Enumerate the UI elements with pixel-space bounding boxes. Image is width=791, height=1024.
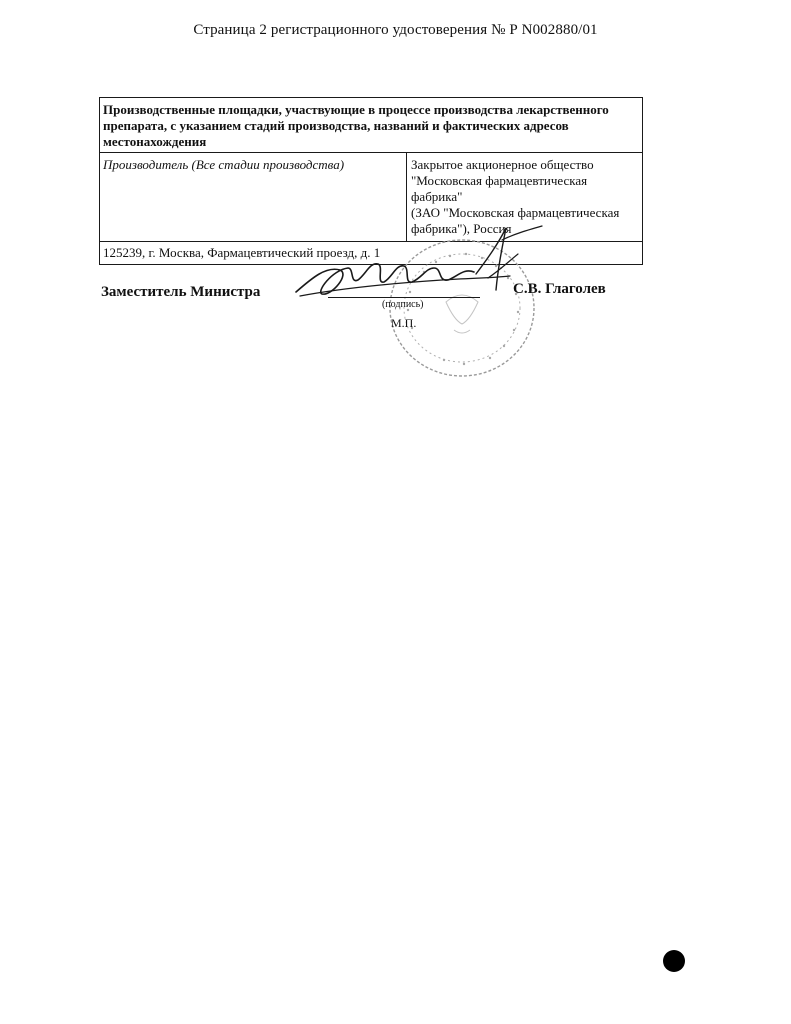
signer-name: С.В. Глаголев	[513, 281, 606, 297]
company-line: (ЗАО "Московская фармацевтическая	[411, 205, 620, 220]
seal-label: М.П.	[391, 316, 417, 330]
signature-caption: (подпись)	[382, 299, 424, 310]
manufacturer-role: Производитель (Все стадии производства)	[100, 153, 407, 241]
corner-dot	[663, 950, 685, 972]
table-title-row	[100, 98, 642, 152]
table-title: Производственные площадки, участвующие в процессе производства лекарственного препарата, с указанием стадий производства, названий и фактических адресов местонахождения	[103, 102, 609, 149]
manufacturer-address: 125239, г. Москва, Фармацевтический проезд, д. 1	[103, 245, 381, 260]
signer-position: Заместитель Министра	[101, 284, 261, 300]
company-line: Закрытое акционерное общество	[411, 157, 594, 172]
company-line: фабрика"), Россия	[411, 221, 512, 236]
page-header: Страница 2 регистрационного удостоверения № Р N002880/01	[193, 22, 598, 38]
company-line: "Московская фармацевтическая фабрика"	[411, 173, 588, 204]
